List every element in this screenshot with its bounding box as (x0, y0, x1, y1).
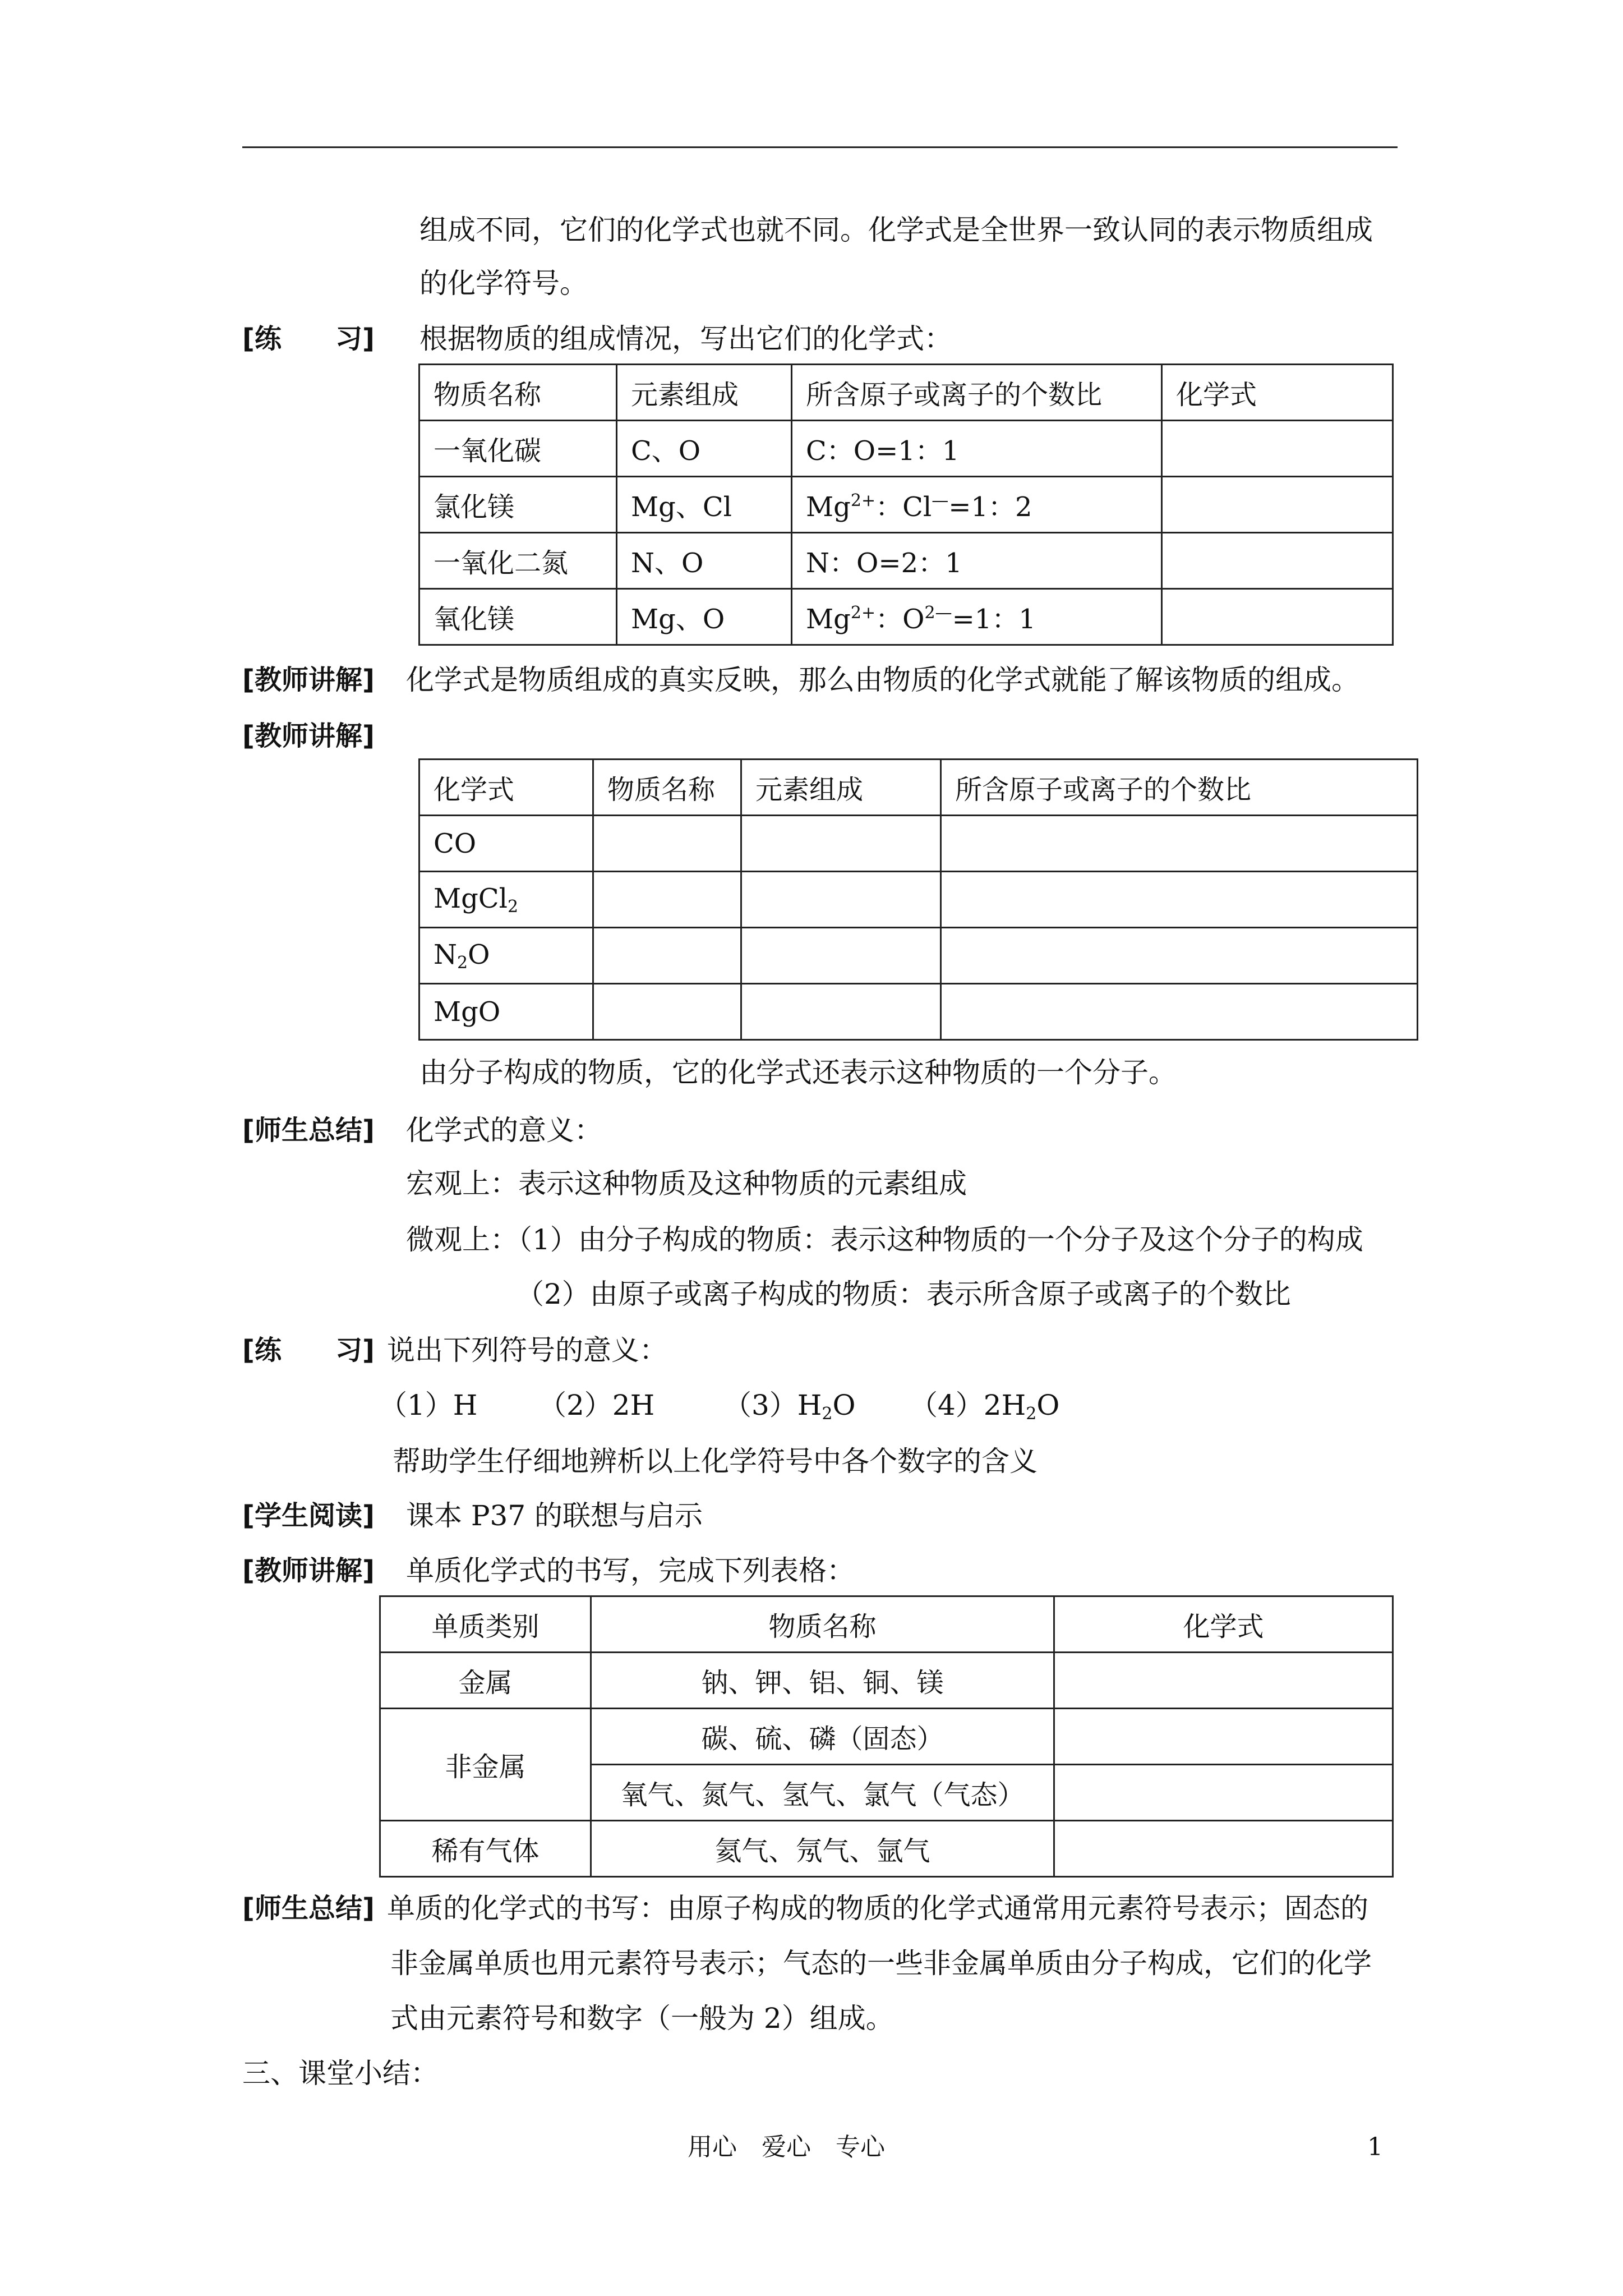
teacher-tag: [教师讲解] (242, 664, 375, 696)
teacher-instruction: 单质化学式的书写，完成下列表格： (406, 1554, 855, 1587)
ratio-part: Mg (806, 491, 851, 523)
formula-text: MgO (434, 996, 501, 1028)
formula-cell (419, 816, 593, 872)
nonmetal-solid-names: 碳、硫、磷（固态） (591, 1709, 1054, 1765)
element-cell: Mg、O (617, 589, 792, 645)
summary-line-2: 非金属单质也用元素符号表示；气态的一些非金属单质由分子构成，它们的化学 (390, 1947, 1372, 1980)
intro-line-2: 的化学符号。 (419, 267, 588, 300)
charge-sup: 2+ (850, 491, 876, 510)
noble-gas-names: 氦气、氖气、氩气 (591, 1821, 1054, 1877)
category-nonmetal: 非金属 (380, 1709, 591, 1821)
formula-subscript: 2 (507, 896, 519, 917)
symbol-text: O (832, 1389, 856, 1421)
formula-cell (419, 984, 593, 1040)
symbol-item-4 (910, 1388, 1059, 1431)
symbol-item-2: （2）2H (538, 1389, 655, 1421)
summary-heading: 化学式的意义： (406, 1114, 602, 1147)
symbol-text: O (1036, 1389, 1060, 1421)
header-cell: 元素组成 (617, 365, 792, 421)
category-noble-gas: 稀有气体 (380, 1821, 591, 1877)
elements-blank[interactable] (741, 984, 941, 1040)
teacher-tag: [教师讲解] (242, 720, 375, 752)
exercise-instruction: 根据物质的组成情况，写出它们的化学式： (419, 323, 952, 355)
element-cell: Mg、Cl (617, 477, 792, 533)
exercise-tag: [练 习] (242, 323, 375, 355)
header-cell: 所含原子或离子的个数比 (792, 365, 1162, 421)
ratio-blank[interactable] (941, 816, 1418, 872)
header-cell: 物质名称 (593, 760, 741, 816)
symbol-subscript: 2 (1026, 1404, 1037, 1424)
elemental-table (379, 1595, 1394, 1878)
category-metal: 金属 (380, 1653, 591, 1709)
formula-text: MgCl (434, 882, 508, 914)
formula-text: O (468, 938, 490, 970)
header-cell: 物质名称 (419, 365, 617, 421)
name-blank[interactable] (593, 928, 741, 984)
nonmetal-gas-names: 氧气、氮气、氢气、氯气（气态） (591, 1765, 1054, 1821)
header-cell: 所含原子或离子的个数比 (941, 760, 1418, 816)
name-blank[interactable] (593, 984, 741, 1040)
ratio-cell: C：O=1：1 (792, 421, 1162, 477)
ratio-part: Mg (806, 604, 851, 635)
formula-subscript: 2 (457, 953, 468, 973)
elements-blank[interactable] (741, 928, 941, 984)
reading-tag: [学生阅读] (242, 1500, 375, 1531)
teacher-explanation: 化学式是物质组成的真实反映，那么由物质的化学式就能了解该物质的组成。 (406, 664, 1359, 696)
symbol-item-1: （1）H (379, 1389, 478, 1421)
symbol-subscript: 2 (822, 1404, 833, 1424)
micro-meaning-2: （2）由原子或离子构成的物质：表示所含原子或离子的个数比 (516, 1278, 1291, 1310)
formula-blank[interactable] (1162, 533, 1393, 589)
charge-sup: 2— (924, 603, 952, 623)
molecule-note: 由分子构成的物质，它的化学式还表示这种物质的一个分子。 (419, 1056, 1177, 1089)
micro-meaning-1: 微观上：（1）由分子构成的物质：表示这种物质的一个分子及这个分子的构成 (406, 1223, 1363, 1256)
header-rule (242, 146, 1398, 148)
charge-sup: — (932, 491, 949, 510)
name-blank[interactable] (593, 872, 741, 928)
page-number: 1 (1367, 2133, 1383, 2161)
formula-cell (419, 928, 593, 984)
section-heading: 三、课堂小结： (242, 2057, 439, 2090)
intro-line-1: 组成不同，它们的化学式也就不同。化学式是全世界一致认同的表示物质组成 (419, 214, 1373, 246)
summary-tag: [师生总结] (242, 1115, 375, 1146)
footer-motto: 用心 爱心 专心 (688, 2133, 885, 2161)
ratio-part: ：O (875, 604, 925, 635)
ratio-cell (792, 589, 1162, 645)
substance-name: 氧化镁 (419, 589, 617, 645)
elements-blank[interactable] (741, 872, 941, 928)
summary-line-3: 式由元素符号和数字（一般为 2）组成。 (390, 2002, 894, 2035)
teacher-tag: [教师讲解] (242, 1555, 375, 1586)
summary-line-1: 单质的化学式的书写：由原子构成的物质的化学式通常用元素符号表示；固态的 (387, 1892, 1368, 1925)
metal-names: 钠、钾、铝、铜、镁 (591, 1653, 1054, 1709)
header-cell: 元素组成 (741, 760, 941, 816)
formula-blank[interactable] (1162, 477, 1393, 533)
formula-blank[interactable] (1054, 1765, 1393, 1821)
help-note: 帮助学生仔细地辨析以上化学符号中各个数字的含义 (393, 1445, 1038, 1478)
header-cell: 化学式 (1162, 365, 1393, 421)
ratio-part: =1：1 (952, 604, 1036, 635)
substance-name: 一氧化碳 (419, 421, 617, 477)
formula-blank[interactable] (1054, 1821, 1393, 1877)
formula-blank[interactable] (1162, 421, 1393, 477)
header-cell: 物质名称 (591, 1596, 1054, 1653)
formula-blank[interactable] (1054, 1709, 1393, 1765)
formula-text: N (434, 938, 457, 970)
symbol-text: （3）H (723, 1389, 822, 1421)
formula-blank[interactable] (1162, 589, 1393, 645)
ratio-cell (792, 477, 1162, 533)
composition-table (418, 364, 1394, 646)
elements-blank[interactable] (741, 816, 941, 872)
exercise-tag: [练 习] (242, 1335, 375, 1366)
substance-name: 一氧化二氮 (419, 533, 617, 589)
formula-table (418, 758, 1418, 1041)
macro-meaning: 宏观上：表示这种物质及这种物质的元素组成 (406, 1167, 967, 1200)
element-cell: C、O (617, 421, 792, 477)
formula-cell (419, 872, 593, 928)
header-cell: 化学式 (1054, 1596, 1393, 1653)
ratio-cell: N：O=2：1 (792, 533, 1162, 589)
header-cell: 单质类别 (380, 1596, 591, 1653)
ratio-part: ：Cl (875, 491, 932, 523)
element-cell: N、O (617, 533, 792, 589)
header-cell: 化学式 (419, 760, 593, 816)
symbol-item-3 (723, 1388, 856, 1431)
charge-sup: 2+ (850, 603, 876, 623)
symbol-text: （4）2H (910, 1389, 1026, 1421)
ratio-blank[interactable] (941, 928, 1418, 984)
ratio-part: =1：2 (948, 491, 1032, 523)
formula-blank[interactable] (1054, 1653, 1393, 1709)
ratio-blank[interactable] (941, 872, 1418, 928)
formula-text: CO (434, 827, 477, 859)
ratio-blank[interactable] (941, 984, 1418, 1040)
summary-tag: [师生总结] (242, 1893, 375, 1924)
name-blank[interactable] (593, 816, 741, 872)
reading-text: 课本 P37 的联想与启示 (406, 1499, 703, 1532)
exercise-instruction: 说出下列符号的意义： (387, 1334, 667, 1366)
substance-name: 氯化镁 (419, 477, 617, 533)
